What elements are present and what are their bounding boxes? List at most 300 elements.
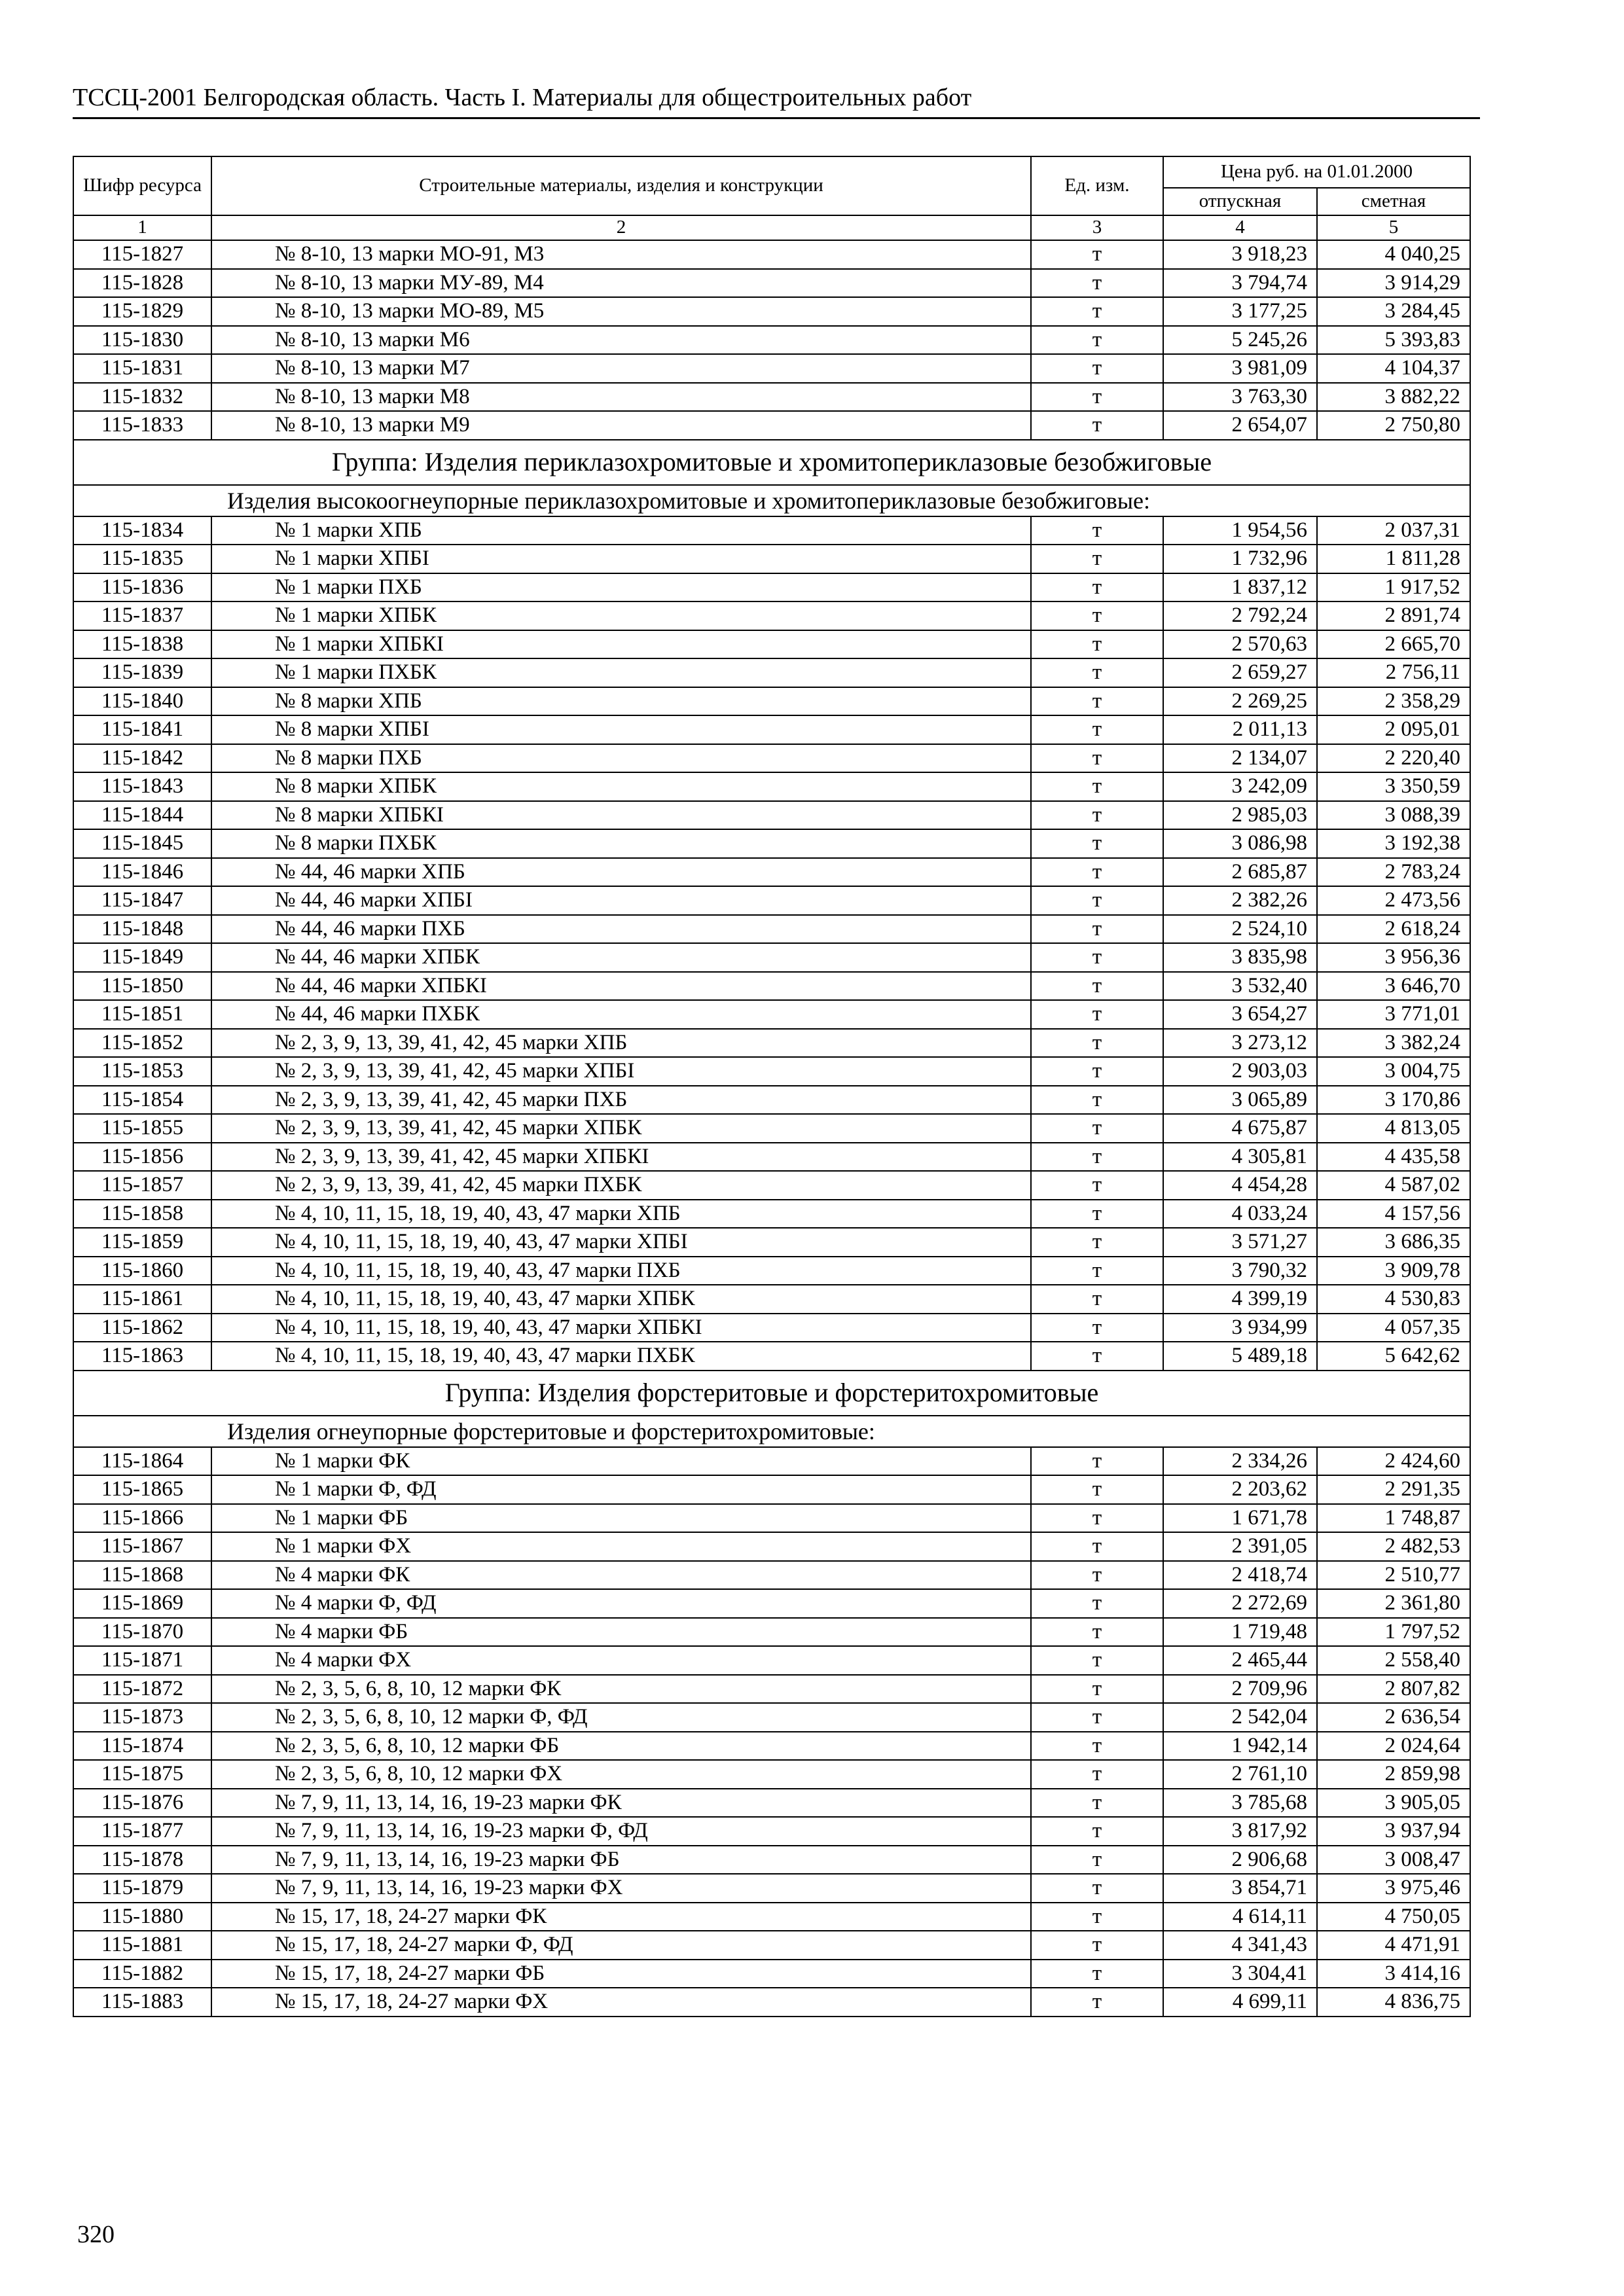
resource-code-cell: 115-1868 [73,1561,211,1590]
table-row [73,1285,1470,1314]
price-table [73,156,1471,2017]
release-price-cell: 3 763,30 [1163,383,1317,412]
release-price-cell: 2 465,44 [1163,1646,1317,1675]
material-name-cell: № 8 марки ХПБI [211,715,1031,744]
unit-cell: т [1031,354,1163,383]
unit-cell: т [1031,1931,1163,1960]
material-name-cell: № 7, 9, 11, 13, 14, 16, 19-23 марки Ф, ФД [211,1817,1031,1846]
subgroup-heading: Изделия огнеупорные форстеритовые и форстеритохромитовые: [73,1416,1470,1447]
estimate-price-cell: 3 956,36 [1317,943,1470,972]
release-price-cell: 2 334,26 [1163,1447,1317,1476]
table-row [73,1874,1470,1903]
unit-cell: т [1031,1228,1163,1257]
material-name-cell: № 4 марки ФХ [211,1646,1031,1675]
release-price-cell: 5 245,26 [1163,326,1317,355]
table-row [73,269,1470,298]
resource-code-cell: 115-1831 [73,354,211,383]
resource-code-cell: 115-1857 [73,1171,211,1200]
unit-cell: т [1031,744,1163,773]
table-row [73,1504,1470,1533]
column-number: 3 [1031,215,1163,240]
resource-code-cell: 115-1854 [73,1086,211,1115]
estimate-price-cell: 4 750,05 [1317,1903,1470,1931]
table-row [73,1114,1470,1143]
resource-code-cell: 115-1873 [73,1703,211,1732]
estimate-price-cell: 3 937,94 [1317,1817,1470,1846]
release-price-cell: 4 033,24 [1163,1200,1317,1229]
unit-cell: т [1031,1143,1163,1172]
material-name-cell: № 1 марки ХПБК [211,601,1031,630]
estimate-price-cell: 3 646,70 [1317,972,1470,1001]
resource-code-cell: 115-1872 [73,1675,211,1704]
table-row [73,1675,1470,1704]
table-row [73,1447,1470,1476]
release-price-cell: 3 273,12 [1163,1029,1317,1058]
material-name-cell: № 1 марки ФБ [211,1504,1031,1533]
table-row [73,1171,1470,1200]
release-price-cell: 3 532,40 [1163,972,1317,1001]
resource-code-cell: 115-1839 [73,658,211,687]
unit-cell: т [1031,886,1163,915]
release-price-cell: 2 391,05 [1163,1532,1317,1561]
material-name-cell: № 44, 46 марки ПХБК [211,1000,1031,1029]
estimate-price-cell: 4 471,91 [1317,1931,1470,1960]
release-price-cell: 2 985,03 [1163,801,1317,830]
resource-code-cell: 115-1859 [73,1228,211,1257]
column-header-price-group: Цена руб. на 01.01.2000 [1163,156,1470,188]
column-header-unit: Ед. изм. [1031,156,1163,215]
table-row [73,687,1470,716]
release-price-cell: 5 489,18 [1163,1342,1317,1371]
estimate-price-cell: 2 618,24 [1317,915,1470,944]
estimate-price-cell: 2 636,54 [1317,1703,1470,1732]
material-name-cell: № 15, 17, 18, 24-27 марки ФК [211,1903,1031,1931]
resource-code-cell: 115-1846 [73,858,211,887]
material-name-cell: № 2, 3, 5, 6, 8, 10, 12 марки ФБ [211,1732,1031,1761]
release-price-cell: 2 524,10 [1163,915,1317,944]
release-price-cell: 2 659,27 [1163,658,1317,687]
resource-code-cell: 115-1855 [73,1114,211,1143]
material-name-cell: № 15, 17, 18, 24-27 марки ФХ [211,1988,1031,2017]
material-name-cell: № 44, 46 марки ПХБ [211,915,1031,944]
group-heading-row [73,440,1470,485]
unit-cell: т [1031,1447,1163,1476]
resource-code-cell: 115-1853 [73,1057,211,1086]
table-row [73,326,1470,355]
unit-cell: т [1031,630,1163,659]
material-name-cell: № 2, 3, 5, 6, 8, 10, 12 марки ФК [211,1675,1031,1704]
estimate-price-cell: 2 361,80 [1317,1589,1470,1618]
material-name-cell: № 44, 46 марки ХПБ [211,858,1031,887]
release-price-cell: 2 382,26 [1163,886,1317,915]
table-row [73,915,1470,944]
material-name-cell: № 2, 3, 9, 13, 39, 41, 42, 45 марки ХПБКI [211,1143,1031,1172]
table-row [73,1703,1470,1732]
resource-code-cell: 115-1867 [73,1532,211,1561]
estimate-price-cell: 3 170,86 [1317,1086,1470,1115]
column-number: 2 [211,215,1031,240]
unit-cell: т [1031,1029,1163,1058]
material-name-cell: № 44, 46 марки ХПБК [211,943,1031,972]
release-price-cell: 2 906,68 [1163,1846,1317,1874]
table-row [73,1618,1470,1647]
column-header-price-estimate: сметная [1317,188,1470,215]
estimate-price-cell: 3 909,78 [1317,1257,1470,1285]
material-name-cell: № 1 марки Ф, ФД [211,1475,1031,1504]
estimate-price-cell: 4 104,37 [1317,354,1470,383]
release-price-cell: 2 761,10 [1163,1760,1317,1789]
unit-cell: т [1031,772,1163,801]
material-name-cell: № 8 марки ХПБ [211,687,1031,716]
release-price-cell: 2 269,25 [1163,687,1317,716]
estimate-price-cell: 3 905,05 [1317,1789,1470,1818]
unit-cell: т [1031,1561,1163,1590]
release-price-cell: 3 177,25 [1163,297,1317,326]
resource-code-cell: 115-1840 [73,687,211,716]
unit-cell: т [1031,516,1163,545]
table-row [73,383,1470,412]
material-name-cell: № 8-10, 13 марки М6 [211,326,1031,355]
release-price-cell: 3 785,68 [1163,1789,1317,1818]
unit-cell: т [1031,1646,1163,1675]
resource-code-cell: 115-1843 [73,772,211,801]
release-price-cell: 3 854,71 [1163,1874,1317,1903]
release-price-cell: 2 418,74 [1163,1561,1317,1590]
resource-code-cell: 115-1844 [73,801,211,830]
unit-cell: т [1031,1675,1163,1704]
release-price-cell: 2 272,69 [1163,1589,1317,1618]
release-price-cell: 3 065,89 [1163,1086,1317,1115]
table-row [73,858,1470,887]
table-row [73,630,1470,659]
material-name-cell: № 2, 3, 5, 6, 8, 10, 12 марки Ф, ФД [211,1703,1031,1732]
release-price-cell: 2 903,03 [1163,1057,1317,1086]
subgroup-heading: Изделия высокоогнеупорные периклазохромитовые и хромитопериклазовые безобжиговые: [73,485,1470,516]
estimate-price-cell: 3 192,38 [1317,829,1470,858]
release-price-cell: 1 671,78 [1163,1504,1317,1533]
table-row [73,1931,1470,1960]
unit-cell: т [1031,1988,1163,2017]
table-body [73,240,1470,2017]
resource-code-cell: 115-1829 [73,297,211,326]
resource-code-cell: 115-1860 [73,1257,211,1285]
table-row [73,1903,1470,1931]
table-row [73,516,1470,545]
estimate-price-cell: 5 642,62 [1317,1342,1470,1371]
table-row [73,240,1470,269]
resource-code-cell: 115-1842 [73,744,211,773]
table-row [73,829,1470,858]
resource-code-cell: 115-1856 [73,1143,211,1172]
material-name-cell: № 4, 10, 11, 15, 18, 19, 40, 43, 47 марки ПХБ [211,1257,1031,1285]
title-rule [73,117,1480,119]
resource-code-cell: 115-1833 [73,411,211,440]
resource-code-cell: 115-1871 [73,1646,211,1675]
unit-cell: т [1031,383,1163,412]
estimate-price-cell: 2 783,24 [1317,858,1470,887]
estimate-price-cell: 2 807,82 [1317,1675,1470,1704]
unit-cell: т [1031,1817,1163,1846]
release-price-cell: 4 699,11 [1163,1988,1317,2017]
release-price-cell: 1 719,48 [1163,1618,1317,1647]
resource-code-cell: 115-1830 [73,326,211,355]
release-price-cell: 2 134,07 [1163,744,1317,773]
release-price-cell: 1 942,14 [1163,1732,1317,1761]
material-name-cell: № 1 марки ПХБК [211,658,1031,687]
table-row [73,1760,1470,1789]
unit-cell: т [1031,1532,1163,1561]
resource-code-cell: 115-1865 [73,1475,211,1504]
estimate-price-cell: 3 088,39 [1317,801,1470,830]
resource-code-cell: 115-1845 [73,829,211,858]
table-row [73,573,1470,602]
release-price-cell: 4 341,43 [1163,1931,1317,1960]
unit-cell: т [1031,801,1163,830]
estimate-price-cell: 4 530,83 [1317,1285,1470,1314]
estimate-price-cell: 1 797,52 [1317,1618,1470,1647]
resource-code-cell: 115-1881 [73,1931,211,1960]
resource-code-cell: 115-1837 [73,601,211,630]
table-row [73,1000,1470,1029]
estimate-price-cell: 3 350,59 [1317,772,1470,801]
unit-cell: т [1031,1874,1163,1903]
table-row [73,1200,1470,1229]
table-row [73,1732,1470,1761]
estimate-price-cell: 4 040,25 [1317,240,1470,269]
material-name-cell: № 8-10, 13 марки МО-89, М5 [211,297,1031,326]
resource-code-cell: 115-1883 [73,1988,211,2017]
table-row [73,1589,1470,1618]
table-row [73,972,1470,1001]
release-price-cell: 2 654,07 [1163,411,1317,440]
resource-code-cell: 115-1866 [73,1504,211,1533]
column-number: 4 [1163,215,1317,240]
unit-cell: т [1031,915,1163,944]
estimate-price-cell: 2 665,70 [1317,630,1470,659]
material-name-cell: № 2, 3, 5, 6, 8, 10, 12 марки ФХ [211,1760,1031,1789]
estimate-price-cell: 3 284,45 [1317,297,1470,326]
table-row [73,1817,1470,1846]
unit-cell: т [1031,1618,1163,1647]
table-row [73,601,1470,630]
release-price-cell: 3 817,92 [1163,1817,1317,1846]
material-name-cell: № 1 марки ФХ [211,1532,1031,1561]
release-price-cell: 3 242,09 [1163,772,1317,801]
resource-code-cell: 115-1827 [73,240,211,269]
unit-cell: т [1031,1846,1163,1874]
resource-code-cell: 115-1848 [73,915,211,944]
material-name-cell: № 44, 46 марки ХПБI [211,886,1031,915]
resource-code-cell: 115-1835 [73,545,211,573]
release-price-cell: 3 790,32 [1163,1257,1317,1285]
table-row [73,772,1470,801]
material-name-cell: № 8-10, 13 марки МО-91, М3 [211,240,1031,269]
material-name-cell: № 1 марки ФК [211,1447,1031,1476]
material-name-cell: № 7, 9, 11, 13, 14, 16, 19-23 марки ФК [211,1789,1031,1818]
resource-code-cell: 115-1879 [73,1874,211,1903]
table-row [73,886,1470,915]
table-row [73,1561,1470,1590]
resource-code-cell: 115-1834 [73,516,211,545]
resource-code-cell: 115-1877 [73,1817,211,1846]
column-header-name: Строительные материалы, изделия и конструкции [211,156,1031,215]
material-name-cell: № 1 марки ХПБI [211,545,1031,573]
table-row [73,715,1470,744]
release-price-cell: 3 304,41 [1163,1960,1317,1988]
estimate-price-cell: 3 004,75 [1317,1057,1470,1086]
estimate-price-cell: 3 914,29 [1317,269,1470,298]
release-price-cell: 3 918,23 [1163,240,1317,269]
estimate-price-cell: 3 382,24 [1317,1029,1470,1058]
table-row [73,1314,1470,1342]
material-name-cell: № 4, 10, 11, 15, 18, 19, 40, 43, 47 марки ХПБ [211,1200,1031,1229]
unit-cell: т [1031,240,1163,269]
table-row [73,1257,1470,1285]
material-name-cell: № 2, 3, 9, 13, 39, 41, 42, 45 марки ПХБК [211,1171,1031,1200]
table-row [73,1143,1470,1172]
group-heading: Группа: Изделия форстеритовые и форстеритохромитовые [73,1371,1470,1416]
table-row [73,1228,1470,1257]
group-heading-row [73,1371,1470,1416]
estimate-price-cell: 3 771,01 [1317,1000,1470,1029]
table-row [73,1057,1470,1086]
resource-code-cell: 115-1863 [73,1342,211,1371]
material-name-cell: № 8-10, 13 марки М8 [211,383,1031,412]
table-row [73,545,1470,573]
estimate-price-cell: 2 473,56 [1317,886,1470,915]
resource-code-cell: 115-1869 [73,1589,211,1618]
release-price-cell: 2 570,63 [1163,630,1317,659]
estimate-price-cell: 3 414,16 [1317,1960,1470,1988]
estimate-price-cell: 2 859,98 [1317,1760,1470,1789]
resource-code-cell: 115-1882 [73,1960,211,1988]
resource-code-cell: 115-1838 [73,630,211,659]
unit-cell: т [1031,1903,1163,1931]
unit-cell: т [1031,1086,1163,1115]
table-row [73,354,1470,383]
estimate-price-cell: 4 057,35 [1317,1314,1470,1342]
material-name-cell: № 4, 10, 11, 15, 18, 19, 40, 43, 47 марки ХПБКI [211,1314,1031,1342]
resource-code-cell: 115-1876 [73,1789,211,1818]
estimate-price-cell: 1 811,28 [1317,545,1470,573]
release-price-cell: 3 571,27 [1163,1228,1317,1257]
material-name-cell: № 7, 9, 11, 13, 14, 16, 19-23 марки ФХ [211,1874,1031,1903]
column-header-code: Шифр ресурса [73,156,211,215]
unit-cell: т [1031,1789,1163,1818]
material-name-cell: № 8-10, 13 марки М7 [211,354,1031,383]
material-name-cell: № 8 марки ПХБК [211,829,1031,858]
unit-cell: т [1031,1200,1163,1229]
estimate-price-cell: 3 882,22 [1317,383,1470,412]
resource-code-cell: 115-1828 [73,269,211,298]
estimate-price-cell: 2 037,31 [1317,516,1470,545]
unit-cell: т [1031,1171,1163,1200]
unit-cell: т [1031,858,1163,887]
resource-code-cell: 115-1870 [73,1618,211,1647]
unit-cell: т [1031,1504,1163,1533]
unit-cell: т [1031,943,1163,972]
unit-cell: т [1031,1057,1163,1086]
release-price-cell: 3 794,74 [1163,269,1317,298]
unit-cell: т [1031,1285,1163,1314]
release-price-cell: 4 614,11 [1163,1903,1317,1931]
unit-cell: т [1031,269,1163,298]
unit-cell: т [1031,1257,1163,1285]
table-row [73,1846,1470,1874]
unit-cell: т [1031,1760,1163,1789]
column-header-price-release: отпускная [1163,188,1317,215]
unit-cell: т [1031,1475,1163,1504]
material-name-cell: № 8-10, 13 марки М9 [211,411,1031,440]
unit-cell: т [1031,1732,1163,1761]
resource-code-cell: 115-1836 [73,573,211,602]
table-row [73,1960,1470,1988]
unit-cell: т [1031,658,1163,687]
table-row [73,658,1470,687]
resource-code-cell: 115-1850 [73,972,211,1001]
resource-code-cell: 115-1862 [73,1314,211,1342]
estimate-price-cell: 4 836,75 [1317,1988,1470,2017]
release-price-cell: 2 011,13 [1163,715,1317,744]
estimate-price-cell: 2 891,74 [1317,601,1470,630]
estimate-price-cell: 2 558,40 [1317,1646,1470,1675]
release-price-cell: 2 203,62 [1163,1475,1317,1504]
release-price-cell: 1 732,96 [1163,545,1317,573]
resource-code-cell: 115-1861 [73,1285,211,1314]
material-name-cell: № 8 марки ПХБ [211,744,1031,773]
material-name-cell: № 8 марки ХПБК [211,772,1031,801]
resource-code-cell: 115-1849 [73,943,211,972]
material-name-cell: № 1 марки ПХБ [211,573,1031,602]
release-price-cell: 3 981,09 [1163,354,1317,383]
unit-cell: т [1031,1589,1163,1618]
table-row [73,1789,1470,1818]
resource-code-cell: 115-1858 [73,1200,211,1229]
table-row [73,411,1470,440]
unit-cell: т [1031,1000,1163,1029]
group-heading: Группа: Изделия периклазохромитовые и хромитопериклазовые безобжиговые [73,440,1470,485]
release-price-cell: 3 086,98 [1163,829,1317,858]
unit-cell: т [1031,545,1163,573]
unit-cell: т [1031,1703,1163,1732]
estimate-price-cell: 5 393,83 [1317,326,1470,355]
table-row [73,801,1470,830]
subgroup-heading-row [73,485,1470,516]
resource-code-cell: 115-1874 [73,1732,211,1761]
resource-code-cell: 115-1864 [73,1447,211,1476]
material-name-cell: № 4 марки Ф, ФД [211,1589,1031,1618]
resource-code-cell: 115-1880 [73,1903,211,1931]
unit-cell: т [1031,829,1163,858]
estimate-price-cell: 3 008,47 [1317,1846,1470,1874]
material-name-cell: № 8 марки ХПБКI [211,801,1031,830]
material-name-cell: № 44, 46 марки ХПБКI [211,972,1031,1001]
column-number: 5 [1317,215,1470,240]
release-price-cell: 3 934,99 [1163,1314,1317,1342]
estimate-price-cell: 4 813,05 [1317,1114,1470,1143]
resource-code-cell: 115-1852 [73,1029,211,1058]
unit-cell: т [1031,601,1163,630]
material-name-cell: № 2, 3, 9, 13, 39, 41, 42, 45 марки ПХБ [211,1086,1031,1115]
release-price-cell: 4 675,87 [1163,1114,1317,1143]
material-name-cell: № 8-10, 13 марки МУ-89, М4 [211,269,1031,298]
table-row [73,744,1470,773]
release-price-cell: 2 685,87 [1163,858,1317,887]
subgroup-heading-row [73,1416,1470,1447]
unit-cell: т [1031,1314,1163,1342]
resource-code-cell: 115-1878 [73,1846,211,1874]
estimate-price-cell: 3 686,35 [1317,1228,1470,1257]
